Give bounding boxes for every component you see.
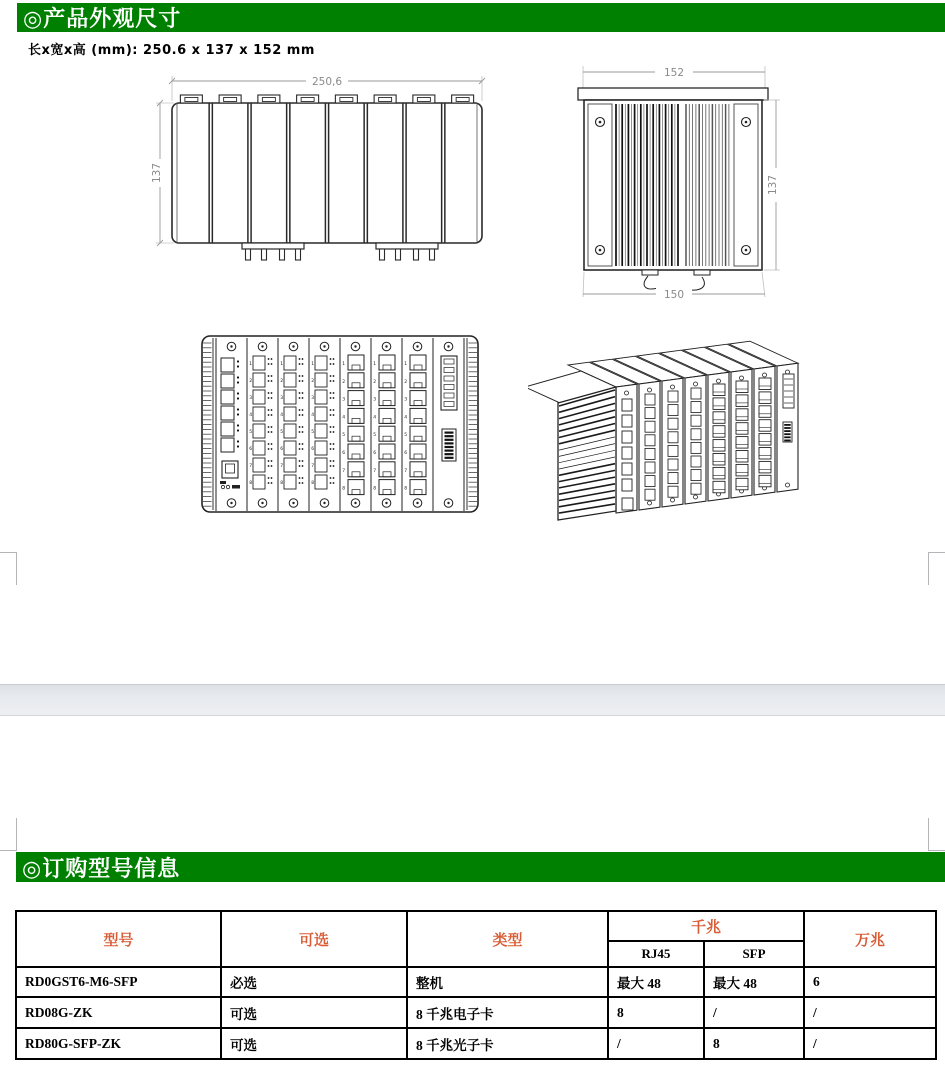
svg-text:7: 7	[311, 464, 315, 469]
svg-text:7: 7	[280, 464, 284, 469]
svg-text:7: 7	[404, 468, 408, 474]
svg-text:1: 1	[373, 362, 377, 367]
svg-text:8: 8	[404, 486, 408, 492]
optional-cell: 必选	[221, 967, 407, 997]
svg-text:6: 6	[280, 447, 284, 452]
type-cell: 8 千兆光子卡	[407, 1028, 608, 1059]
ten-gigabit-cell: /	[804, 1028, 936, 1059]
isometric-view-drawing	[528, 333, 863, 525]
type-cell: 整机	[407, 967, 608, 997]
svg-text:7: 7	[249, 464, 253, 469]
svg-text:3: 3	[249, 396, 253, 401]
svg-text:4: 4	[311, 413, 315, 418]
svg-text:1: 1	[280, 362, 284, 367]
col-header-sfp: SFP	[704, 941, 804, 967]
svg-text:6: 6	[342, 451, 346, 456]
section-header-ordering-info	[16, 852, 945, 882]
svg-text:6: 6	[404, 451, 408, 456]
table-row	[16, 997, 936, 1028]
svg-text:6: 6	[311, 447, 315, 452]
svg-text:5: 5	[280, 430, 284, 435]
top-view-drawing	[150, 73, 500, 298]
svg-text:3: 3	[342, 397, 346, 403]
svg-text:3: 3	[373, 397, 377, 403]
svg-text:5: 5	[373, 433, 377, 439]
rj45-cell: 8	[608, 997, 704, 1028]
svg-text:8: 8	[311, 481, 315, 486]
section-title: ◎产品外观尺寸	[23, 7, 182, 32]
svg-text:1: 1	[342, 362, 346, 367]
svg-text:1: 1	[311, 362, 315, 367]
model-cell: RD80G-SFP-ZK	[16, 1028, 221, 1059]
svg-text:2: 2	[373, 379, 377, 385]
section-header-product-dimensions	[17, 3, 945, 32]
svg-text:6: 6	[373, 451, 377, 456]
svg-text:4: 4	[373, 415, 377, 421]
rj45-cell: 最大 48	[608, 967, 704, 997]
svg-text:3: 3	[404, 397, 408, 403]
model-cell: RD08G-ZK	[16, 997, 221, 1028]
page-margin-mark	[928, 818, 945, 851]
svg-text:3: 3	[280, 396, 284, 401]
svg-text:4: 4	[342, 415, 346, 421]
svg-text:6: 6	[249, 447, 253, 452]
sfp-cell: 8	[704, 1028, 804, 1059]
col-header-optional: 可选	[221, 911, 407, 967]
dimensions-text: 长x宽x高 (mm): 250.6 x 137 x 152 mm	[28, 43, 315, 58]
svg-text:8: 8	[280, 481, 284, 486]
page-margin-mark	[0, 552, 17, 585]
svg-text:2: 2	[280, 379, 284, 384]
svg-text:2: 2	[404, 379, 408, 385]
col-header-rj45: RJ45	[608, 941, 704, 967]
svg-text:1: 1	[404, 362, 408, 367]
svg-text:5: 5	[342, 433, 346, 439]
svg-text:2: 2	[311, 379, 315, 384]
ordering-table	[15, 910, 937, 1060]
page-break-gap	[0, 684, 945, 716]
page-margin-mark	[928, 552, 945, 585]
ten-gigabit-cell: 6	[804, 967, 936, 997]
col-header-ten-gigabit: 万兆	[804, 911, 936, 967]
dim-label-150: 150	[663, 289, 685, 301]
dim-label-137-left: 137	[151, 162, 163, 184]
svg-text:5: 5	[311, 430, 315, 435]
col-header-gigabit: 千兆	[608, 911, 804, 941]
optional-cell: 可选	[221, 997, 407, 1028]
dim-label-250-6: 250,6	[311, 76, 343, 88]
svg-text:1: 1	[249, 362, 253, 367]
svg-text:4: 4	[404, 415, 408, 421]
ten-gigabit-cell: /	[804, 997, 936, 1028]
svg-text:4: 4	[249, 413, 253, 418]
svg-text:5: 5	[404, 433, 408, 439]
svg-text:8: 8	[373, 486, 377, 492]
svg-text:5: 5	[249, 430, 253, 435]
table-row	[16, 1028, 936, 1059]
svg-text:3: 3	[311, 396, 315, 401]
section-title: ◎订购型号信息	[22, 856, 181, 882]
model-cell: RD0GST6-M6-SFP	[16, 967, 221, 997]
sfp-cell: 最大 48	[704, 967, 804, 997]
svg-text:2: 2	[342, 379, 346, 385]
sfp-cell: /	[704, 997, 804, 1028]
front-view-drawing	[190, 330, 490, 520]
svg-text:7: 7	[342, 468, 346, 474]
table-row	[16, 967, 936, 997]
dim-label-152: 152	[663, 67, 685, 79]
side-view-drawing	[558, 58, 893, 303]
type-cell: 8 千兆电子卡	[407, 997, 608, 1028]
svg-text:4: 4	[280, 413, 284, 418]
optional-cell: 可选	[221, 1028, 407, 1059]
svg-text:8: 8	[249, 481, 253, 486]
svg-text:2: 2	[249, 379, 253, 384]
dim-label-137-right: 137	[767, 174, 779, 196]
col-header-model: 型号	[16, 911, 221, 967]
isometric-details	[528, 341, 798, 520]
rj45-cell: /	[608, 1028, 704, 1059]
svg-text:7: 7	[373, 468, 377, 474]
svg-text:8: 8	[342, 486, 346, 492]
col-header-type: 类型	[407, 911, 608, 967]
page-margin-mark	[0, 818, 17, 851]
